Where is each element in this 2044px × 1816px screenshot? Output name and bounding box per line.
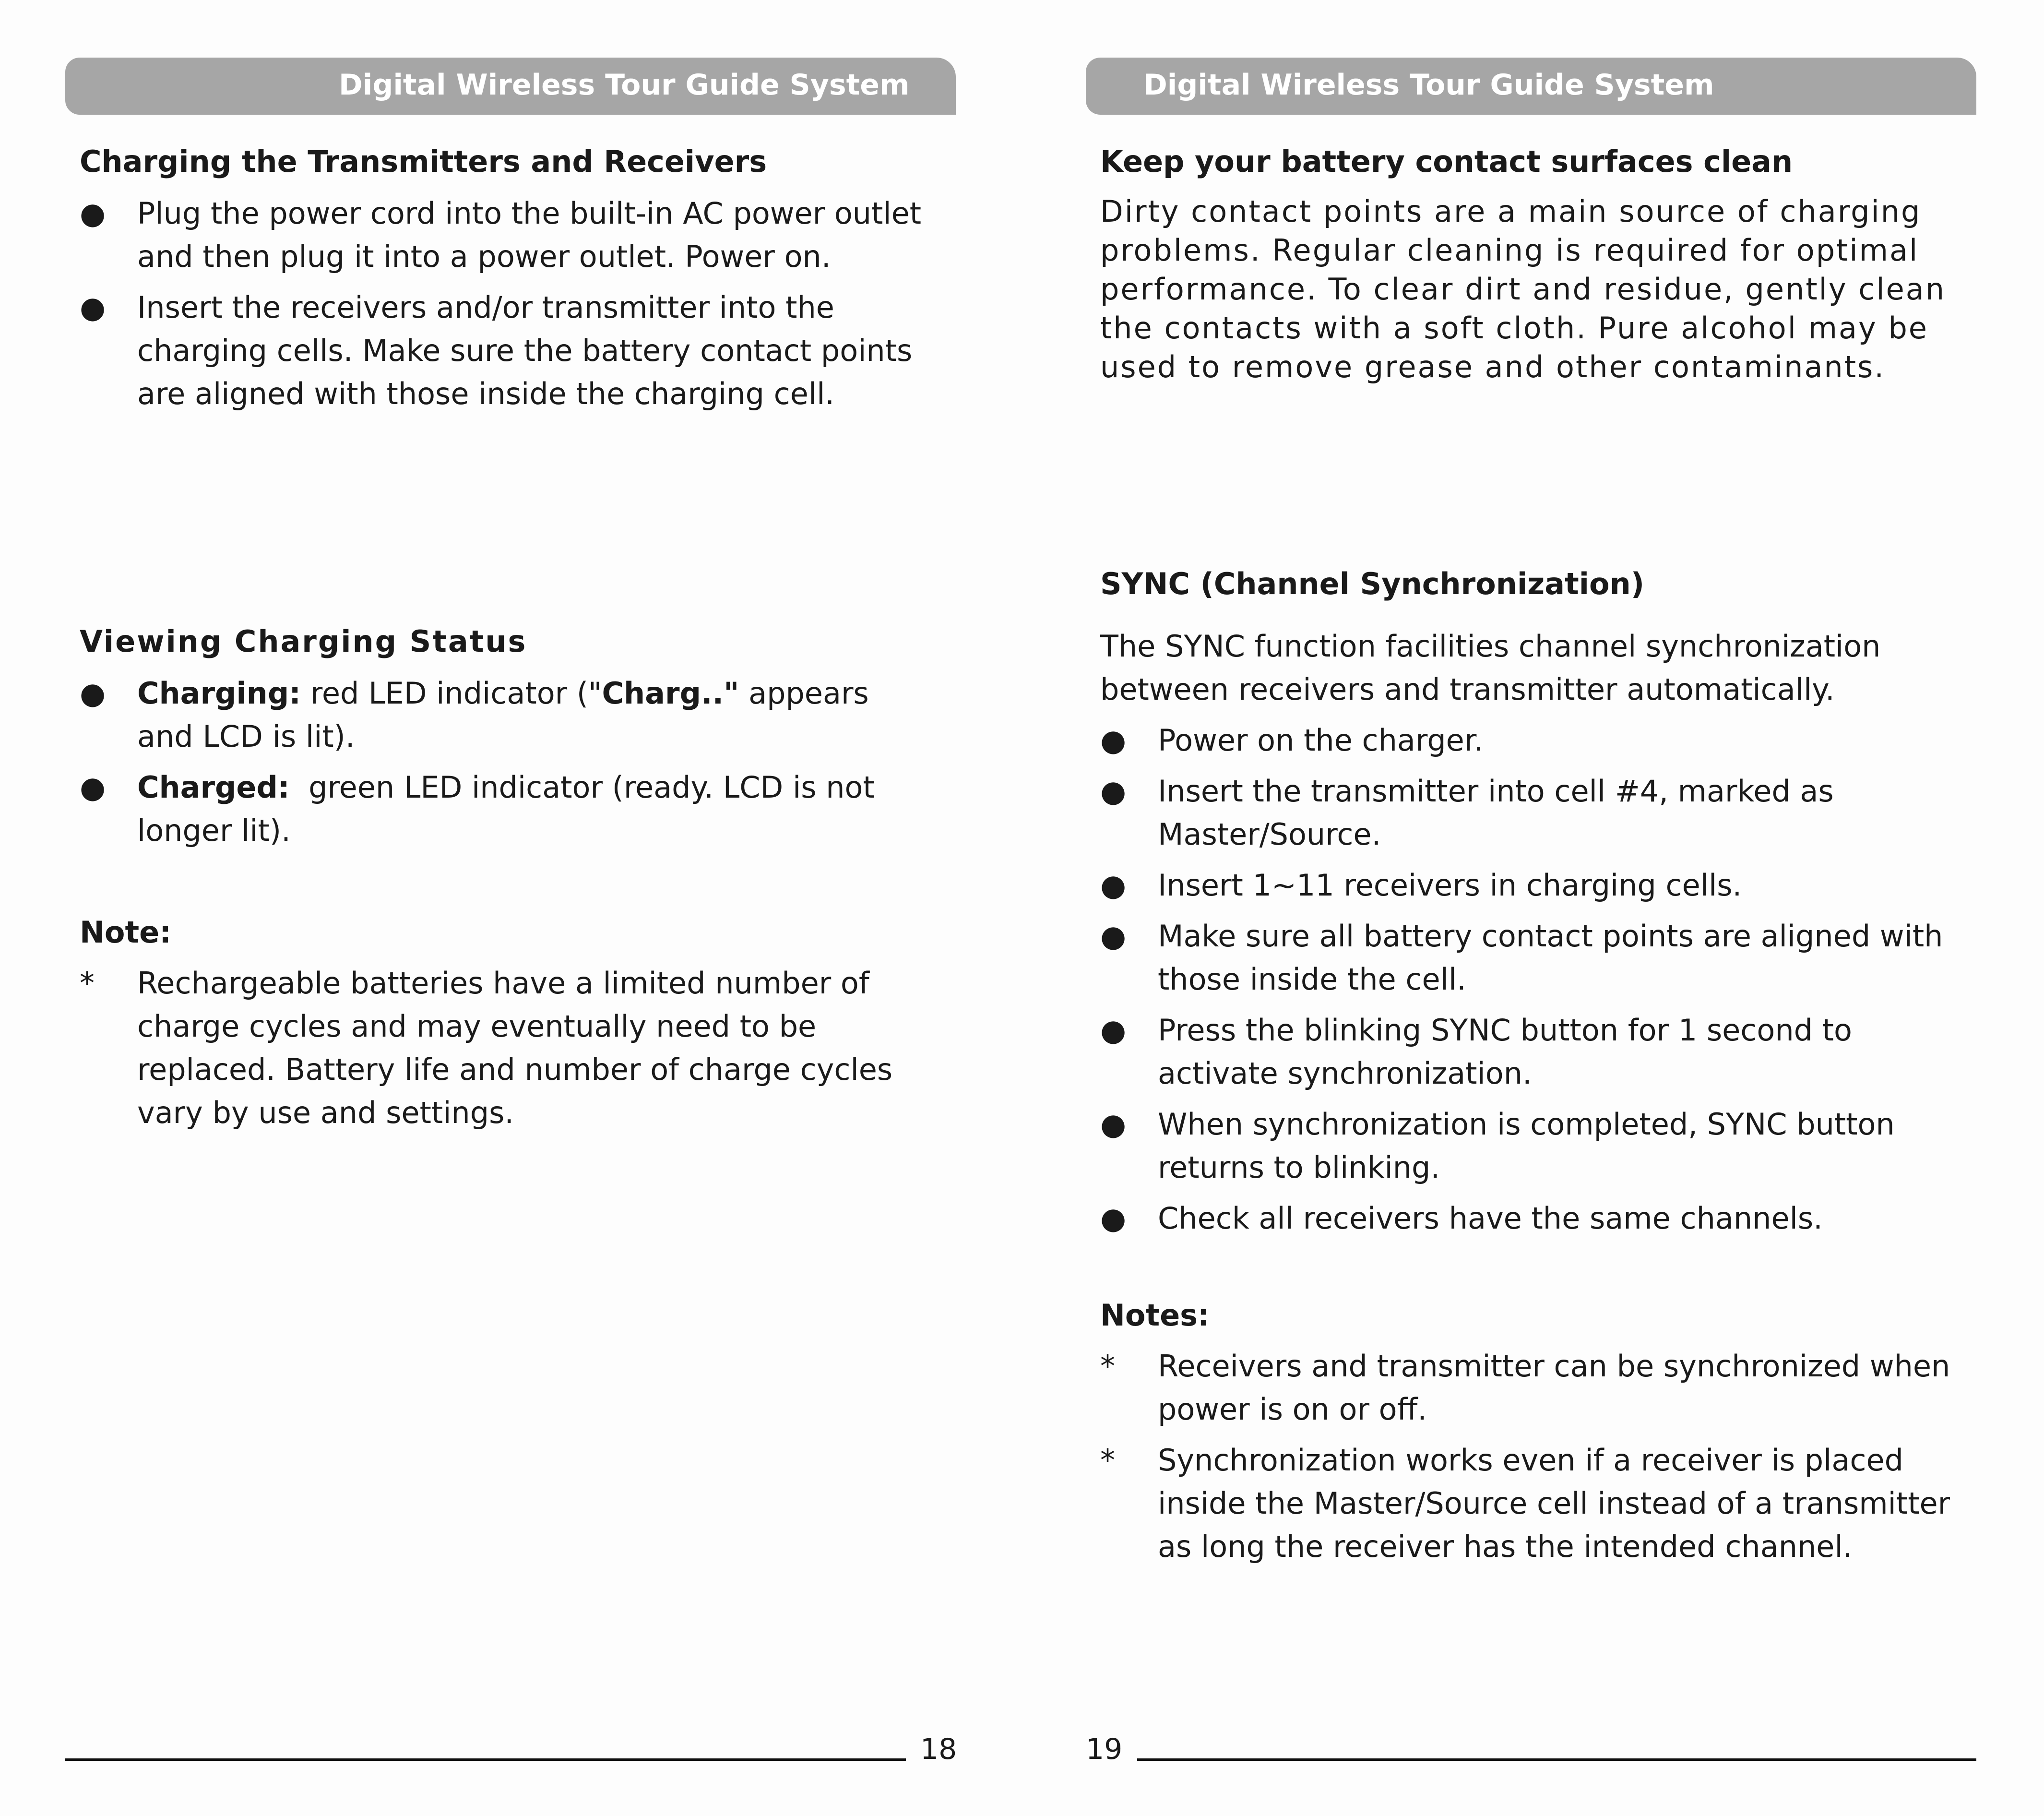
right-header-title: Digital Wireless Tour Guide System xyxy=(1143,68,1714,102)
list-item xyxy=(1100,1197,1973,1240)
section-heading: Keep your battery contact surfaces clean xyxy=(1100,144,1793,179)
bullet-icon: ● xyxy=(80,290,106,325)
note-item xyxy=(1100,1345,1973,1431)
bullet-icon: ● xyxy=(1100,723,1127,758)
status-lcd-text: Charg.." xyxy=(602,676,739,711)
section-paragraph: Dirty contact points are a main source of charging problems. Regular cleaning is required for optimal performance. To clear dirt and residue, gently clean the contacts with a soft cloth. Pure alcohol may be used to remove grease and other contaminants. xyxy=(1100,194,1946,384)
list-item-text: Check all receivers have the same channels. xyxy=(1158,1201,1823,1236)
note-item xyxy=(1100,1439,1973,1568)
right-header-bar xyxy=(1086,58,1976,115)
note-heading: Note: xyxy=(80,915,171,950)
right-notes xyxy=(1100,1294,1973,1576)
asterisk-icon: * xyxy=(80,966,95,1001)
bullet-icon: ● xyxy=(1100,919,1127,954)
section-heading: Viewing Charging Status xyxy=(80,624,527,659)
list-item xyxy=(1100,770,1973,856)
list-item-text: Insert the receivers and/or transmitter into the charging cells. Make sure the battery contact points are aligned with those inside the charging cell. xyxy=(137,290,913,411)
note-text: Synchronization works even if a receiver is placed inside the Master/Source cell instead of a transmitter as long the receiver has the intended channel. xyxy=(1158,1443,1950,1564)
footer-rule-right xyxy=(1137,1758,1976,1761)
list-item-text: Press the blinking SYNC button for 1 second to activate synchronization. xyxy=(1158,1013,1852,1091)
left-section-status xyxy=(80,620,943,860)
bullet-icon: ● xyxy=(1100,1107,1127,1142)
left-section-charging xyxy=(80,140,943,423)
list-item-text: Make sure all battery contact points are aligned with those inside the cell. xyxy=(1158,919,1943,997)
list-item xyxy=(1100,1103,1973,1189)
list-item-text: When synchronization is completed, SYNC button returns to blinking. xyxy=(1158,1107,1895,1185)
status-label: Charging: xyxy=(137,676,301,711)
note-text: Rechargeable batteries have a limited number of charge cycles and may eventually need to be replaced. Battery life and number of charge cycles vary by use and settings. xyxy=(137,966,893,1130)
list-item xyxy=(1100,864,1973,907)
page-number-right: 19 xyxy=(1086,1732,1123,1766)
bullet-icon: ● xyxy=(80,676,106,711)
left-header-bar xyxy=(65,58,956,115)
list-item-text: Plug the power cord into the built-in AC power outlet and then plug it into a power outlet. Power on. xyxy=(137,196,922,274)
list-item-text: Power on the charger. xyxy=(1158,723,1484,758)
status-text: red LED indicator (" xyxy=(301,676,602,711)
right-section-clean xyxy=(1100,140,1973,386)
list-item xyxy=(80,766,934,852)
section-paragraph: The SYNC function facilities channel synchronization between receivers and transmitter automatically. xyxy=(1100,629,1881,707)
bullet-icon: ● xyxy=(1100,1201,1127,1236)
asterisk-icon: * xyxy=(1100,1443,1115,1478)
footer-rule-left xyxy=(65,1758,906,1761)
status-label: Charged: xyxy=(137,770,290,805)
bullet-icon: ● xyxy=(80,770,106,805)
list-item xyxy=(80,672,934,758)
note-text: Receivers and transmitter can be synchronized when power is on or off. xyxy=(1158,1349,1950,1427)
section-heading: SYNC (Channel Synchronization) xyxy=(1100,566,1645,601)
section-heading: Charging the Transmitters and Receivers xyxy=(80,144,767,179)
note-item xyxy=(80,962,934,1135)
bullet-icon: ● xyxy=(1100,868,1127,903)
list-item xyxy=(80,286,934,416)
status-text: appears and LCD is lit). xyxy=(137,676,869,754)
list-item-text: Insert the transmitter into cell #4, marked as Master/Source. xyxy=(1158,774,1834,852)
notes-heading: Notes: xyxy=(1100,1298,1210,1333)
left-header-title: Digital Wireless Tour Guide System xyxy=(339,68,910,102)
right-section-sync xyxy=(1100,562,1973,1248)
left-note xyxy=(80,911,943,1142)
status-text: green LED indicator (ready. LCD is not longer lit). xyxy=(137,770,884,848)
page-number-left: 18 xyxy=(920,1732,957,1766)
list-item xyxy=(1100,719,1973,762)
bullet-icon: ● xyxy=(80,196,106,231)
list-item xyxy=(1100,1009,1973,1095)
bullet-icon: ● xyxy=(1100,774,1127,809)
list-item xyxy=(1100,915,1973,1001)
bullet-icon: ● xyxy=(1100,1013,1127,1048)
list-item-text: Insert 1~11 receivers in charging cells. xyxy=(1158,868,1742,903)
asterisk-icon: * xyxy=(1100,1349,1115,1384)
list-item xyxy=(80,192,934,278)
